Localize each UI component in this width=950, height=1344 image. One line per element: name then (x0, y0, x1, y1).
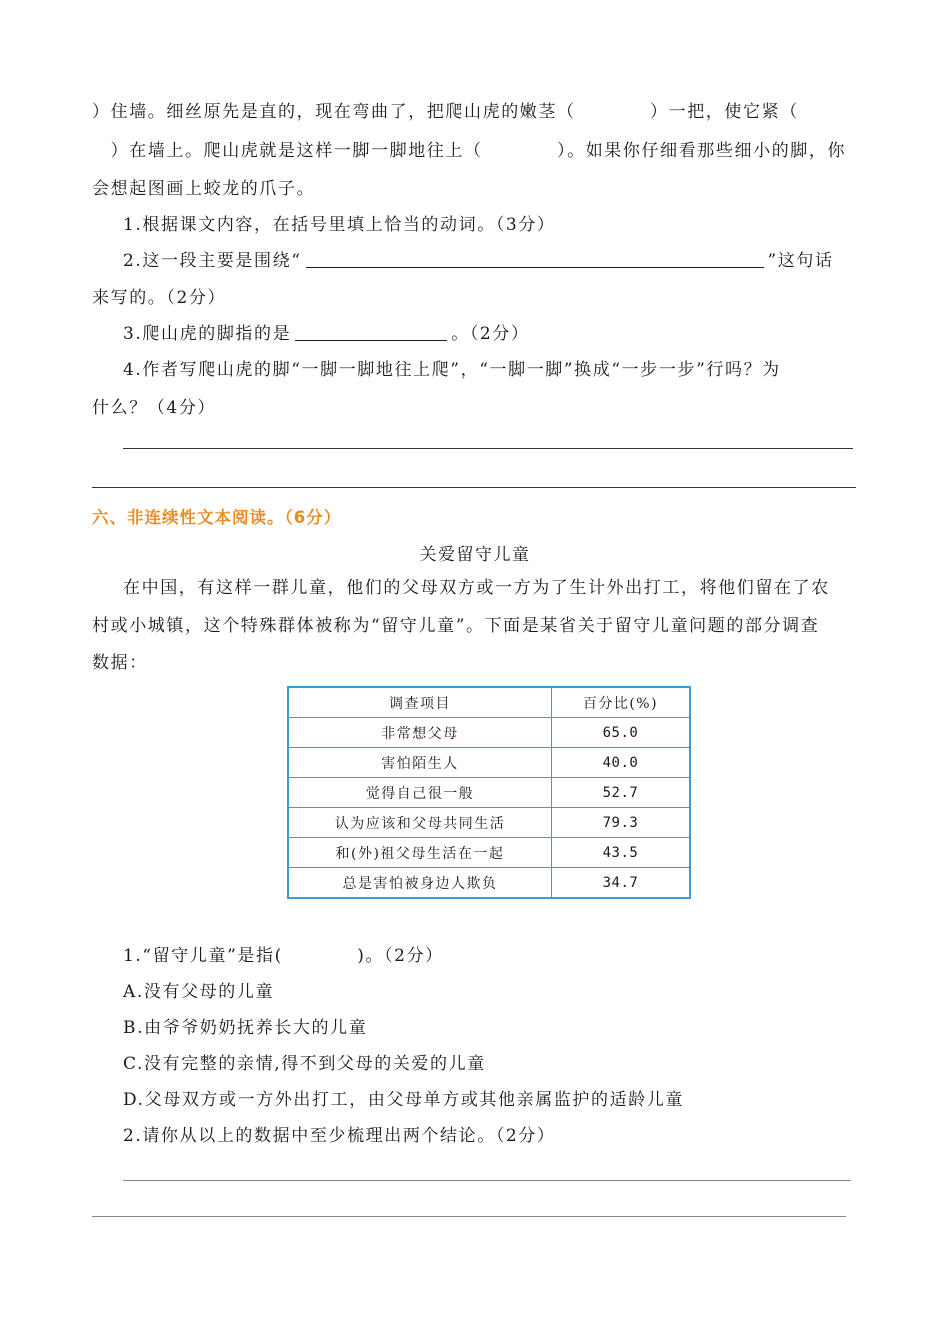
table-row (288, 838, 690, 868)
answer-line-3[interactable] (123, 1180, 851, 1181)
table-cell-item: 认为应该和父母共同生活 (288, 808, 551, 838)
option-c[interactable]: C.没有完整的亲情,得不到父母的关爱的儿童 (123, 1054, 486, 1074)
table-cell-percent: 65.0 (551, 718, 690, 748)
table-cell-percent: 43.5 (551, 838, 690, 868)
table-row (288, 808, 690, 838)
passage-line-1: ）住墙。细丝原先是直的，现在弯曲了，把爬山虎的嫩茎（ ）一把，使它紧（ (92, 102, 799, 122)
answer-line-1[interactable] (123, 448, 853, 449)
intro-line-1: 在中国，有这样一群儿童，他们的父母双方或一方为了生计外出打工，将他们留在了农 (123, 578, 830, 598)
option-b[interactable]: B.由爷爷奶奶抚养长大的儿童 (123, 1018, 368, 1038)
table-cell-item: 和(外)祖父母生活在一起 (288, 838, 551, 868)
survey-table (287, 686, 691, 899)
table-cell-item: 非常想父母 (288, 718, 551, 748)
table-header-percent: 百分比(%) (551, 687, 690, 718)
table-header-row (288, 687, 690, 718)
intro-line-2: 村或小城镇，这个特殊群体被称为“留守儿童”。下面是某省关于留守儿童问题的部分调查 (92, 616, 820, 636)
table-row (288, 778, 690, 808)
table-row (288, 868, 690, 899)
q5-question-2 (123, 249, 858, 273)
table-row (288, 718, 690, 748)
table-cell-item: 害怕陌生人 (288, 748, 551, 778)
q6-question-2: 2.请你从以上的数据中至少梳理出两个结论。（2分） (123, 1126, 556, 1146)
answer-line-2[interactable] (92, 487, 856, 488)
table-cell-percent: 40.0 (551, 748, 690, 778)
table-row (288, 748, 690, 778)
table-header-item: 调查项目 (288, 687, 551, 718)
table-cell-item: 觉得自己很一般 (288, 778, 551, 808)
q5-question-3-prefix: 3.爬山虎的脚指的是 (123, 324, 292, 344)
q5-question-2-suffix: ”这句话 (767, 251, 834, 271)
passage-line-2: ）在墙上。爬山虎就是这样一脚一脚地往上（ ）。如果你仔细看那些细小的脚，你 (92, 141, 847, 161)
option-d[interactable]: D.父母双方或一方外出打工，由父母单方或其他亲属监护的适龄儿童 (123, 1090, 685, 1110)
passage-line-3: 会想起图画上蛟龙的爪子。 (92, 179, 316, 199)
q5-question-4-line-1: 4.作者写爬山虎的脚“一脚一脚地往上爬”，“一脚一脚”换成“一步一步”行吗？为 (123, 360, 781, 380)
q5-question-3 (123, 322, 858, 346)
q5-question-2-blank[interactable] (306, 249, 764, 268)
q5-question-2-prefix: 2.这一段主要是围绕“ (123, 251, 302, 271)
answer-line-4[interactable] (92, 1216, 846, 1217)
q5-question-2-continuation: 来写的。（2分） (92, 288, 227, 308)
option-a[interactable]: A.没有父母的儿童 (123, 982, 275, 1002)
q5-question-3-suffix: 。（2分） (451, 324, 530, 344)
q5-question-4-line-2: 什么？（4分） (92, 398, 217, 418)
table-cell-percent: 79.3 (551, 808, 690, 838)
intro-line-3: 数据： (92, 653, 148, 673)
section-6-title: 六、非连续性文本阅读。（6分） (92, 508, 342, 527)
q6-question-1: 1.“留守儿童”是指( )。（2分） (123, 946, 444, 966)
article-title: 关爱留守儿童 (419, 545, 531, 565)
table-cell-percent: 52.7 (551, 778, 690, 808)
table-cell-item: 总是害怕被身边人欺负 (288, 868, 551, 899)
q5-question-1: 1.根据课文内容，在括号里填上恰当的动词。（3分） (123, 215, 556, 235)
q5-question-3-blank[interactable] (295, 322, 447, 341)
table-cell-percent: 34.7 (551, 868, 690, 899)
